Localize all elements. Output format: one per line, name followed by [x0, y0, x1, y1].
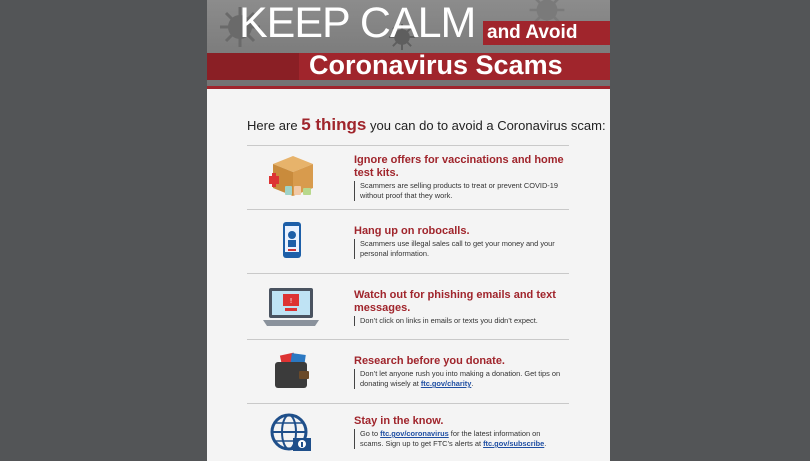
viewer-background-left — [0, 0, 207, 461]
item-title: Watch out for phishing emails and text messages. — [354, 289, 556, 314]
title-band-shade — [207, 53, 299, 80]
laptop-warning-icon — [261, 286, 321, 334]
item-title: Stay in the know. — [354, 415, 444, 427]
svg-text:!: ! — [289, 297, 293, 305]
item-description: Scammers use illegal sales call to get your money and your personal information. — [354, 239, 565, 259]
viewer-background-right — [610, 0, 810, 461]
item-description: Scammers are selling products to treat or prevent COVID-19 without proof that they work. — [354, 181, 565, 201]
item-description: Don’t click on links in emails or texts you didn’t expect. — [354, 316, 565, 326]
keep-calm-heading: KEEP CALM — [239, 0, 476, 47]
list-item-phishing — [247, 274, 569, 339]
document-page — [207, 0, 610, 461]
wallet-icon — [263, 350, 319, 398]
page-header — [207, 0, 610, 89]
list-item-vaccinations — [247, 146, 569, 209]
header-stripe — [207, 86, 610, 89]
intro-highlight: 5 things — [301, 115, 367, 134]
package-icon — [263, 152, 319, 200]
list-item-robocalls — [247, 210, 569, 273]
list-item-stay-informed — [247, 404, 569, 461]
item-description: Go to ftc.gov/coronavirus for the latest information on scams. Sign up to get FTC’s alerts at ftc.gov/subscribe. — [354, 429, 565, 449]
item-title: Ignore offers for vaccinations and home test kits. — [354, 154, 564, 179]
coronavirus-scams-heading: Coronavirus Scams — [309, 50, 563, 80]
charity-link[interactable]: ftc.gov/charity — [420, 379, 472, 388]
item-title: Hang up on robocalls. — [354, 225, 470, 237]
phone-robot-icon — [263, 220, 319, 268]
list-item-donate — [247, 340, 569, 403]
item-description: Don’t let anyone rush you into making a donation. Get tips on donating wisely at ftc.gov/charity. — [354, 369, 565, 389]
globe-info-icon — [263, 410, 319, 458]
item-title: Research before you donate. — [354, 355, 505, 367]
intro-text: Here are 5 things you can do to avoid a Coronavirus scam: — [247, 115, 606, 134]
subscribe-link[interactable]: ftc.gov/subscribe — [483, 439, 545, 448]
coronavirus-link[interactable]: ftc.gov/coronavirus — [380, 429, 449, 438]
and-avoid-text: and Avoid — [487, 22, 578, 43]
